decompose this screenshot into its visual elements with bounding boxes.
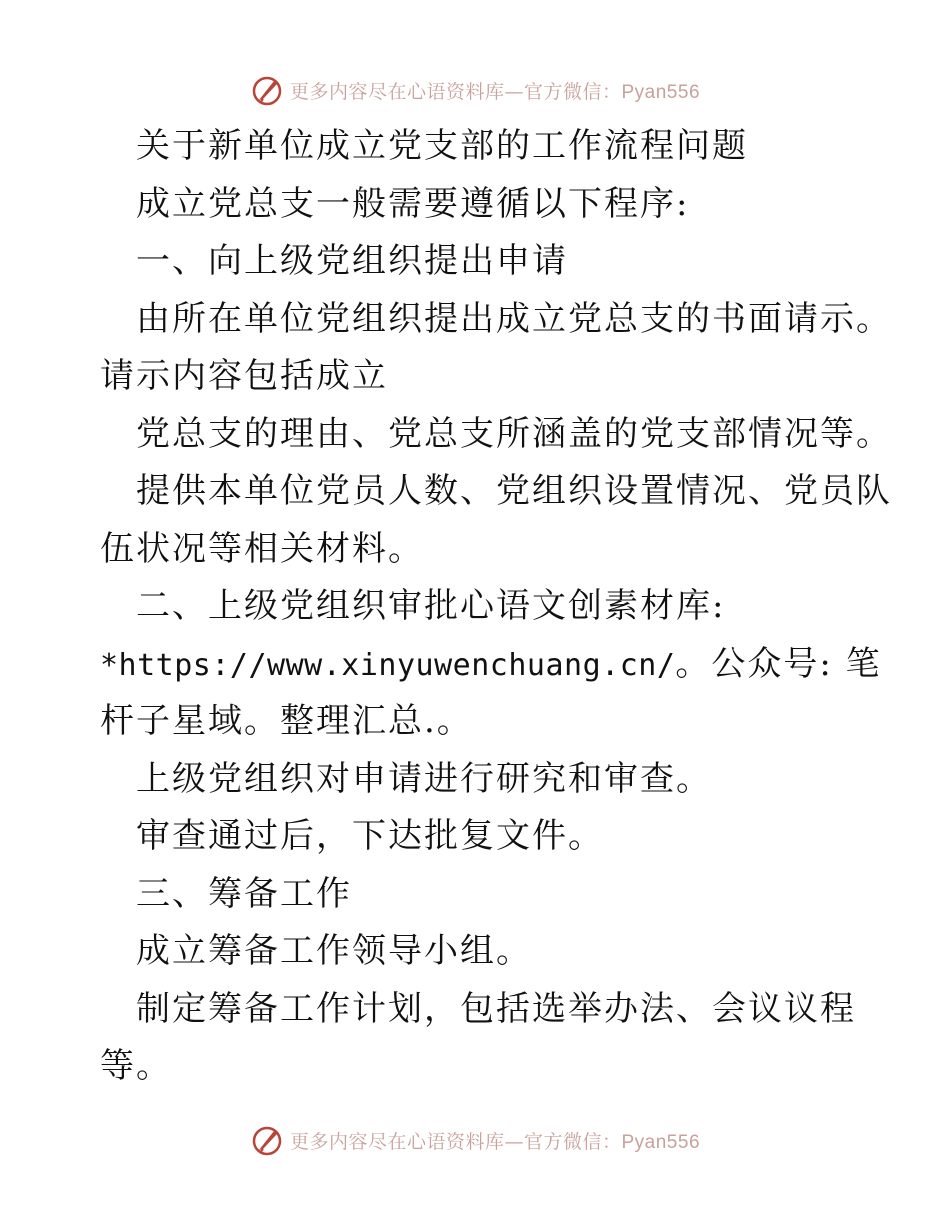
section2-paragraph2: 审查通过后，下达批复文件。 — [136, 816, 604, 856]
section2-line3: 杆子星域。整理汇总.。 — [100, 701, 473, 741]
section1-paragraph3-line2: 伍状况等相关材料。 — [100, 528, 424, 569]
section1-paragraph3-line1: 提供本单位党员人数、党组织设置情况、党员队 — [136, 471, 892, 511]
document-body — [100, 118, 892, 1096]
section3-paragraph1: 成立筹备工作领导小组。 — [136, 931, 532, 971]
quill-pen-logo-icon — [250, 1123, 284, 1157]
document-title: 关于新单位成立党支部的工作流程问题 — [136, 126, 748, 166]
section3-heading: 三、筹备工作 — [136, 873, 352, 914]
intro-text: 成立党总支一般需要遵循以下程序: — [136, 183, 690, 224]
watermark-text: 更多内容尽在心语资料库—官方微信：Pyan556 — [289, 1130, 701, 1153]
section3-paragraph2-line1: 制定筹备工作计划，包括选举办法、会议议程 — [136, 988, 856, 1029]
section2-heading: 二、上级党组织审批心语文创素材库: — [136, 586, 726, 626]
section2-paragraph1: 上级党组织对申请进行研究和审查。 — [136, 758, 712, 799]
section2-url-line — [100, 636, 882, 694]
section3-paragraph2-line2: 等。 — [100, 1046, 172, 1086]
header-watermark — [0, 70, 950, 110]
quill-pen-logo-icon — [250, 73, 284, 107]
footer-watermark — [0, 1120, 950, 1160]
section1-paragraph2: 党总支的理由、党总支所涵盖的党支部情况等。 — [136, 413, 892, 454]
url-suffix-text: 。公众号: 笔 — [675, 643, 882, 684]
section1-paragraph1-line2: 请示内容包括成立 — [100, 356, 388, 396]
watermark-wechat-id: Pyan556 — [621, 1131, 701, 1153]
section1-paragraph1-line1: 由所在单位党组织提出成立党总支的书面请示。 — [136, 298, 892, 339]
source-url-text: *https://www.xinyuwenchuang.cn/ — [100, 647, 676, 683]
watermark-wechat-id: Pyan556 — [621, 81, 701, 103]
section1-heading: 一、向上级党组织提出申请 — [136, 241, 568, 281]
watermark-text: 更多内容尽在心语资料库—官方微信：Pyan556 — [289, 80, 701, 103]
